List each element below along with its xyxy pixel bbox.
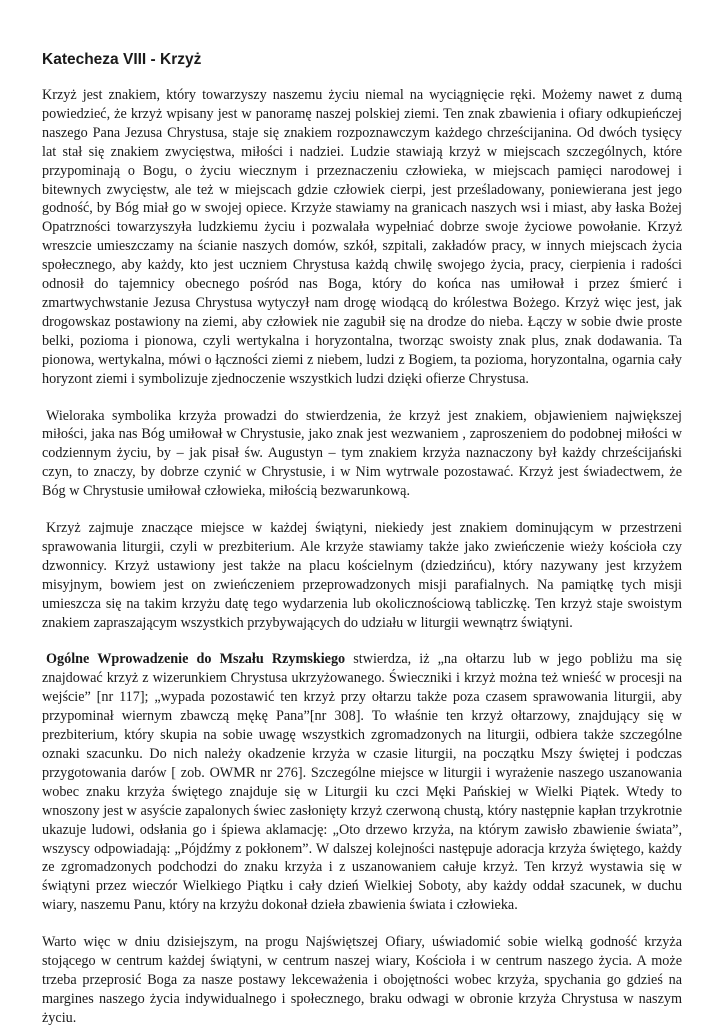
paragraph-3: Krzyż zajmuje znaczące miejsce w każdej świątyni, niekiedy jest znakiem dominującym w przestrzeni sprawowania liturgii, czyli w prezbiterium. Ale krzyże stawiamy także jako zwieńczenie wieży kościoła czy dzwonnicy. Krzyż ustawiony jest także na placu kościelnym (dziedzińcu), który nazywany jest krzyżem misyjnym, bowiem jest on zwieńczeniem przeprowadzonych misji parafialnych. Na pamiątkę tych misji umieszcza się na takim krzyżu datę tego wydarzenia lub okolicznościową tabliczkę. Ten krzyż staje swoistym znakiem zapraszającym wszystkich przybywających do udziału w liturgii wewnątrz świątyni. (42, 520, 682, 631)
paragraph-5: Warto więc w dniu dzisiejszym, na progu Najświętszej Ofiary, uświadomić sobie wielką godność krzyża stojącego w centrum każdej świątyni, w centrum naszej wiary, Kościoła i w centrum naszego życia. A może trzeba przeprosić Boga za nasze postawy lekceważenia i obojętności wobec krzyża, spychania go gdzieś na margines naszego życia indywidualnego i społecznego, braku odwagi w obronie krzyża Chrystusa w naszym życiu. (42, 934, 682, 1026)
paragraph-4-text: stwierdza, iż „na ołtarzu lub w jego pobliżu ma się znajdować krzyż z wizerunkiem Chrystusa ukrzyżowanego. Świeczniki i krzyż można też wnieść w procesji na wejście” [nr 117]; „wypada pozostawić ten krzyż przy ołtarzu także poza czasem sprawowania liturgii, aby przypominał wiernym zbawczą mękę Pana”[nr 308]. To właśnie ten krzyż ołtarzowy, znajdujący się w prezbiterium, który skupia na sobie uwagę wszystkich zgromadzonych na liturgii, odbiera także szczególne oznaki szacunku. Do nich należy okadzenie krzyża w czasie liturgii, na początku Mszy świętej i podczas przygotowania darów [ zob. OWMR nr 276]. Szczególne miejsce w liturgii i wyrażenie naszego uszanowania wobec znaku krzyża świętego znajduje się w Liturgii ku czci Męki Pańskiej w Wielki Piątek. Wtedy to wnoszony jest w asyście zapalonych świec zasłonięty krzyż czerwoną chustą, który następnie kapłan trzykrotnie ukazuje ludowi, odsłania go i śpiewa aklamację: „Oto drzewo krzyża, na którym zawisło zbawienie świata”, wszyscy odpowiadają: „Pójdźmy z pokłonem”. W dalszej kolejności następuje adoracja krzyża świętego, każdy ze zgromadzonych podchodzi do znaku krzyża i z uszanowaniem całuje krzyż. Ten krzyż wystawia się w świątyni przez wieczór Wielkiego Piątku i cały dzień Wielkiej Soboty, aby każdy oddał szacunek, w duchu wiary, naszemu Panu, który na krzyżu dokonał dzieła zbawienia świata i człowieka. (42, 651, 682, 914)
paragraph-2: Wieloraka symbolika krzyża prowadzi do stwierdzenia, że krzyż jest znakiem, objawieniem największej miłości, jaka nas Bóg umiłował w Chrystusie, jako znak jest wezwaniem , zaproszeniem do podobnej miłości w codziennym życiu, by – jak pisał św. Augustyn – tym znakiem krzyża naznaczony był każdy chrześcijański czyn, to znaczy, by dobrze czynić w Chrystusie, i w Nim wytrwale pozostawać. Krzyż jest świadectwem, że Bóg w Chrystusie umiłował człowieka, miłością bezwarunkową. (42, 407, 682, 500)
paragraph-4 (42, 650, 682, 915)
paragraph-1: Krzyż jest znakiem, który towarzyszy naszemu życiu niemal na wyciągnięcie ręki. Możemy nawet z dumą powiedzieć, że krzyż wpisany jest w panoramę naszej polskiej ziemi. Ten znak zbawienia i ofiary odkupieńczej naszego Pana Jezusa Chrystusa, staje się znakiem rozpoznawczym każdego chrześcijanina. Od dwóch tysięcy lat stał się znakiem zwycięstwa, miłości i nadziei. Ludzie stawiają krzyż w miejscach szczególnych, które przypominają o Bogu, o życiu wiecznym i przeznaczeniu człowieka, w miejscach pamięci narodowej i bitewnych zwycięstw, ale też w miejscach gdzie człowiek cierpi, jest prześladowany, poniewierana jest jego godność, by Bóg miał go w swojej opiece. Krzyże stawiamy na granicach naszych wsi i miast, aby łaska Bożej Opatrzności towarzyszyła ludzkiemu życiu i pozwalała wypełniać dobrze swoje życiowe powołanie. Krzyż wreszcie umieszczamy na ścianie naszych domów, szkół, szpitali, zakładów pracy, w innych miejscach życia społecznego, aby każdy, kto jest uczniem Chrystusa każdą chwilę swojego życia, pracy, cierpienia i radości odnosił do tajemnicy obecnego pośród nas Boga, który do końca nas umiłował i przez śmierć i zmartwychwstanie Jezusa Chrystusa wytyczył nam drogę wiodącą do królestwa Bożego. Krzyż więc jest, jak drogowskaz postawiony na ziemi, aby człowiek nie zagubił się na drodze do nieba. Łączy w sobie dwie proste belki, pozioma i pionowa, czyli wertykalna i horyzontalna, tworząc swoisty znak plus, znak dodawania. Ta pionowa, wertykalna, mówi o łączności ziemi z niebem, ludzi z Bogiem, ta pozioma, horyzontalna, ogarnia cały horyzont ziemi i symbolizuje zjednoczenie wszystkich ludzi dzięki ofierze Chrystusa. (42, 87, 682, 387)
mszal-reference: Ogólne Wprowadzenie do Mszału Rzymskiego (46, 651, 346, 668)
document-title: Katecheza VIII - Krzyż (42, 51, 202, 68)
